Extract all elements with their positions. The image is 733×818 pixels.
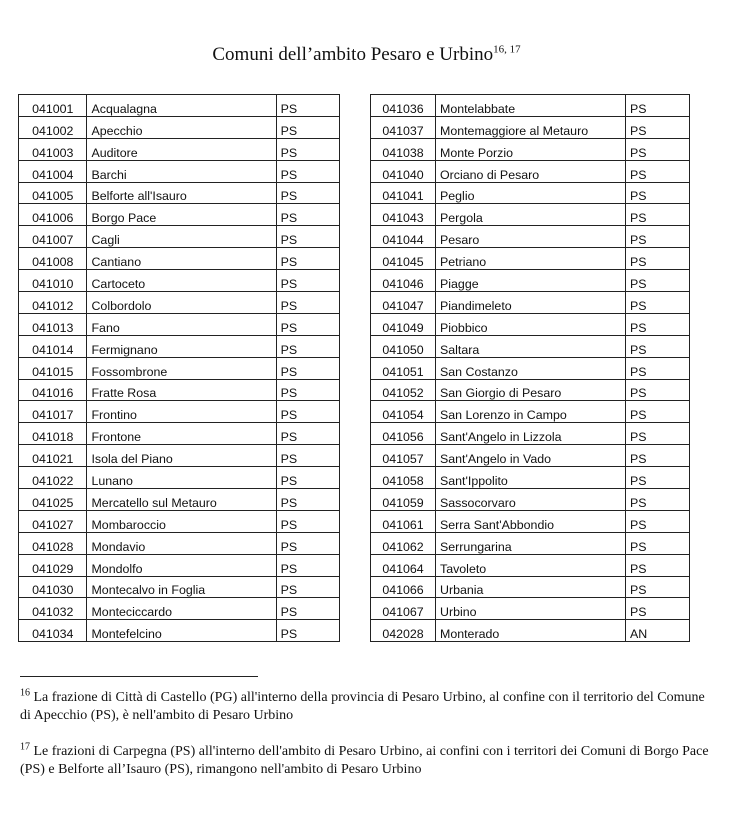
footnote-17-number: 17 — [20, 741, 30, 753]
comune-name-cell: Isola del Piano — [87, 445, 276, 467]
comune-name-cell: Fratte Rosa — [87, 379, 276, 401]
istat-code-cell: 041047 — [371, 292, 436, 314]
province-cell: PS — [276, 598, 339, 620]
comune-name-cell: Montecalvo in Foglia — [87, 576, 276, 598]
istat-code-cell: 041066 — [371, 576, 436, 598]
table-row — [371, 313, 690, 335]
province-cell: PS — [276, 532, 339, 554]
istat-code-cell: 041012 — [19, 292, 87, 314]
footnote-16-text: La frazione di Città di Castello (PG) all'interno della provincia di Pesaro Urbino, al confine con il territorio del Comune di Apecchio (PS), è nell'ambito di Pesaro Urbino — [20, 690, 705, 723]
province-cell: PS — [625, 116, 689, 138]
istat-code-cell: 041067 — [371, 598, 436, 620]
comune-name-cell: Borgo Pace — [87, 204, 276, 226]
istat-code-cell: 041017 — [19, 401, 87, 423]
table-row — [371, 379, 690, 401]
province-cell: PS — [276, 138, 339, 160]
province-cell: AN — [625, 620, 689, 642]
istat-code-cell: 041034 — [19, 620, 87, 642]
province-cell: PS — [625, 532, 689, 554]
table-row — [19, 576, 340, 598]
comune-name-cell: Frontino — [87, 401, 276, 423]
province-cell: PS — [625, 270, 689, 292]
istat-code-cell: 041008 — [19, 248, 87, 270]
istat-code-cell: 041059 — [371, 489, 436, 511]
istat-code-cell: 041021 — [19, 445, 87, 467]
istat-code-cell: 041045 — [371, 248, 436, 270]
footnote-separator — [20, 676, 258, 677]
province-cell: PS — [276, 248, 339, 270]
table-row — [19, 423, 340, 445]
istat-code-cell: 042028 — [371, 620, 436, 642]
table-row — [371, 510, 690, 532]
table-row — [371, 226, 690, 248]
comune-name-cell: Mercatello sul Metauro — [87, 489, 276, 511]
page-title — [0, 44, 733, 66]
istat-code-cell: 041030 — [19, 576, 87, 598]
comune-name-cell: Fano — [87, 313, 276, 335]
istat-code-cell: 041003 — [19, 138, 87, 160]
table-row — [19, 138, 340, 160]
table-row — [19, 160, 340, 182]
province-cell: PS — [625, 204, 689, 226]
province-cell: PS — [625, 401, 689, 423]
comune-name-cell: Sassocorvaro — [436, 489, 626, 511]
province-cell: PS — [276, 270, 339, 292]
province-cell: PS — [276, 313, 339, 335]
table-row — [371, 270, 690, 292]
province-cell: PS — [625, 598, 689, 620]
istat-code-cell: 041058 — [371, 467, 436, 489]
comune-name-cell: Cartoceto — [87, 270, 276, 292]
page-title-text: Comuni dell’ambito Pesaro e Urbino — [212, 44, 494, 65]
table-row — [371, 182, 690, 204]
istat-code-cell: 041056 — [371, 423, 436, 445]
table-row — [19, 598, 340, 620]
table-row — [371, 554, 690, 576]
istat-code-cell: 041057 — [371, 445, 436, 467]
table-row — [19, 379, 340, 401]
comune-name-cell: Pesaro — [436, 226, 626, 248]
comune-name-cell: Montefelcino — [87, 620, 276, 642]
istat-code-cell: 041032 — [19, 598, 87, 620]
istat-code-cell: 041050 — [371, 335, 436, 357]
title-footnote-refs: 16, 17 — [493, 43, 521, 56]
comune-name-cell: Mondavio — [87, 532, 276, 554]
istat-code-cell: 041038 — [371, 138, 436, 160]
table-row — [371, 248, 690, 270]
table-row — [19, 313, 340, 335]
province-cell: PS — [625, 335, 689, 357]
comune-name-cell: Frontone — [87, 423, 276, 445]
footnote-17-text: Le frazioni di Carpegna (PS) all'interno dell'ambito di Pesaro Urbino, ai confini con i territori dei Comuni di Borgo Pace (PS) e Belforte all’Isauro (PS), rimangono nell'ambito di Pesaro Urbino — [20, 744, 709, 777]
istat-code-cell: 041015 — [19, 357, 87, 379]
province-cell: PS — [276, 292, 339, 314]
istat-code-cell: 041002 — [19, 116, 87, 138]
comune-name-cell: Mombaroccio — [87, 510, 276, 532]
province-cell: PS — [276, 379, 339, 401]
table-row — [19, 489, 340, 511]
istat-code-cell: 041049 — [371, 313, 436, 335]
table-row — [19, 401, 340, 423]
istat-code-cell: 041054 — [371, 401, 436, 423]
comune-name-cell: Serra Sant'Abbondio — [436, 510, 626, 532]
istat-code-cell: 041064 — [371, 554, 436, 576]
province-cell: PS — [276, 95, 339, 117]
istat-code-cell: 041046 — [371, 270, 436, 292]
comuni-table-left — [18, 94, 340, 642]
istat-code-cell: 041013 — [19, 313, 87, 335]
table-row — [371, 576, 690, 598]
comune-name-cell: Colbordolo — [87, 292, 276, 314]
istat-code-cell: 041004 — [19, 160, 87, 182]
province-cell: PS — [276, 401, 339, 423]
comune-name-cell: Sant'Angelo in Vado — [436, 445, 626, 467]
comune-name-cell: Orciano di Pesaro — [436, 160, 626, 182]
province-cell: PS — [625, 160, 689, 182]
table-row — [371, 467, 690, 489]
istat-code-cell: 041052 — [371, 379, 436, 401]
province-cell: PS — [625, 357, 689, 379]
province-cell: PS — [625, 182, 689, 204]
province-cell: PS — [625, 95, 689, 117]
table-row — [371, 292, 690, 314]
table-row — [19, 357, 340, 379]
comune-name-cell: Sant'Angelo in Lizzola — [436, 423, 626, 445]
istat-code-cell: 041037 — [371, 116, 436, 138]
comune-name-cell: Urbania — [436, 576, 626, 598]
table-row — [371, 489, 690, 511]
comune-name-cell: Fermignano — [87, 335, 276, 357]
comune-name-cell: Auditore — [87, 138, 276, 160]
istat-code-cell: 041062 — [371, 532, 436, 554]
istat-code-cell: 041043 — [371, 204, 436, 226]
comune-name-cell: Pergola — [436, 204, 626, 226]
province-cell: PS — [625, 554, 689, 576]
comune-name-cell: Petriano — [436, 248, 626, 270]
comune-name-cell: Fossombrone — [87, 357, 276, 379]
footnote-16-number: 16 — [20, 687, 30, 699]
comune-name-cell: Piobbico — [436, 313, 626, 335]
istat-code-cell: 041001 — [19, 95, 87, 117]
province-cell: PS — [625, 467, 689, 489]
table-row — [19, 95, 340, 117]
table-row — [371, 620, 690, 642]
comune-name-cell: Tavoleto — [436, 554, 626, 576]
province-cell: PS — [625, 576, 689, 598]
comune-name-cell: Apecchio — [87, 116, 276, 138]
table-row — [371, 401, 690, 423]
province-cell: PS — [276, 204, 339, 226]
istat-code-cell: 041061 — [371, 510, 436, 532]
table-row — [19, 445, 340, 467]
comune-name-cell: Mondolfo — [87, 554, 276, 576]
istat-code-cell: 041036 — [371, 95, 436, 117]
province-cell: PS — [276, 335, 339, 357]
comuni-table-right — [370, 94, 690, 642]
comune-name-cell: Serrungarina — [436, 532, 626, 554]
province-cell: PS — [276, 445, 339, 467]
province-cell: PS — [276, 182, 339, 204]
istat-code-cell: 041051 — [371, 357, 436, 379]
table-row — [19, 182, 340, 204]
comune-name-cell: Montemaggiore al Metauro — [436, 116, 626, 138]
table-row — [371, 423, 690, 445]
province-cell: PS — [276, 116, 339, 138]
province-cell: PS — [625, 423, 689, 445]
comune-name-cell: Cagli — [87, 226, 276, 248]
istat-code-cell: 041025 — [19, 489, 87, 511]
table-row — [19, 270, 340, 292]
table-row — [371, 95, 690, 117]
province-cell: PS — [625, 292, 689, 314]
istat-code-cell: 041041 — [371, 182, 436, 204]
comune-name-cell: Cantiano — [87, 248, 276, 270]
istat-code-cell: 041022 — [19, 467, 87, 489]
istat-code-cell: 041040 — [371, 160, 436, 182]
table-row — [371, 116, 690, 138]
istat-code-cell: 041005 — [19, 182, 87, 204]
table-row — [371, 445, 690, 467]
province-cell: PS — [625, 226, 689, 248]
comune-name-cell: Piagge — [436, 270, 626, 292]
table-row — [371, 138, 690, 160]
istat-code-cell: 041029 — [19, 554, 87, 576]
province-cell: PS — [276, 467, 339, 489]
table-row — [19, 510, 340, 532]
province-cell: PS — [276, 357, 339, 379]
province-cell: PS — [625, 489, 689, 511]
istat-code-cell: 041027 — [19, 510, 87, 532]
table-row — [19, 532, 340, 554]
table-row — [371, 335, 690, 357]
istat-code-cell: 041016 — [19, 379, 87, 401]
table-row — [19, 467, 340, 489]
istat-code-cell: 041014 — [19, 335, 87, 357]
comune-name-cell: San Lorenzo in Campo — [436, 401, 626, 423]
province-cell: PS — [276, 620, 339, 642]
comune-name-cell: San Giorgio di Pesaro — [436, 379, 626, 401]
comune-name-cell: Monte Porzio — [436, 138, 626, 160]
istat-code-cell: 041018 — [19, 423, 87, 445]
table-row — [19, 248, 340, 270]
province-cell: PS — [625, 379, 689, 401]
province-cell: PS — [276, 226, 339, 248]
province-cell: PS — [276, 510, 339, 532]
province-cell: PS — [276, 160, 339, 182]
footnote-16 — [20, 689, 710, 725]
comune-name-cell: Monteciccardo — [87, 598, 276, 620]
table-row — [371, 204, 690, 226]
comune-name-cell: Peglio — [436, 182, 626, 204]
comune-name-cell: Belforte all'Isauro — [87, 182, 276, 204]
table-row — [19, 116, 340, 138]
comune-name-cell: San Costanzo — [436, 357, 626, 379]
table-row — [19, 554, 340, 576]
table-row — [371, 357, 690, 379]
province-cell: PS — [276, 489, 339, 511]
istat-code-cell: 041006 — [19, 204, 87, 226]
province-cell: PS — [276, 554, 339, 576]
footnote-17 — [20, 743, 710, 779]
comune-name-cell: Urbino — [436, 598, 626, 620]
comune-name-cell: Monterado — [436, 620, 626, 642]
table-row — [19, 292, 340, 314]
comune-name-cell: Lunano — [87, 467, 276, 489]
table-row — [371, 160, 690, 182]
table-row — [19, 335, 340, 357]
province-cell: PS — [625, 510, 689, 532]
province-cell: PS — [276, 423, 339, 445]
comune-name-cell: Piandimeleto — [436, 292, 626, 314]
province-cell: PS — [625, 445, 689, 467]
province-cell: PS — [625, 248, 689, 270]
comune-name-cell: Acqualagna — [87, 95, 276, 117]
comune-name-cell: Saltara — [436, 335, 626, 357]
province-cell: PS — [625, 138, 689, 160]
table-row — [19, 226, 340, 248]
province-cell: PS — [276, 576, 339, 598]
table-row — [371, 598, 690, 620]
table-row — [19, 620, 340, 642]
province-cell: PS — [625, 313, 689, 335]
comune-name-cell: Sant'Ippolito — [436, 467, 626, 489]
istat-code-cell: 041044 — [371, 226, 436, 248]
istat-code-cell: 041007 — [19, 226, 87, 248]
comune-name-cell: Montelabbate — [436, 95, 626, 117]
comune-name-cell: Barchi — [87, 160, 276, 182]
table-row — [371, 532, 690, 554]
istat-code-cell: 041028 — [19, 532, 87, 554]
istat-code-cell: 041010 — [19, 270, 87, 292]
table-row — [19, 204, 340, 226]
